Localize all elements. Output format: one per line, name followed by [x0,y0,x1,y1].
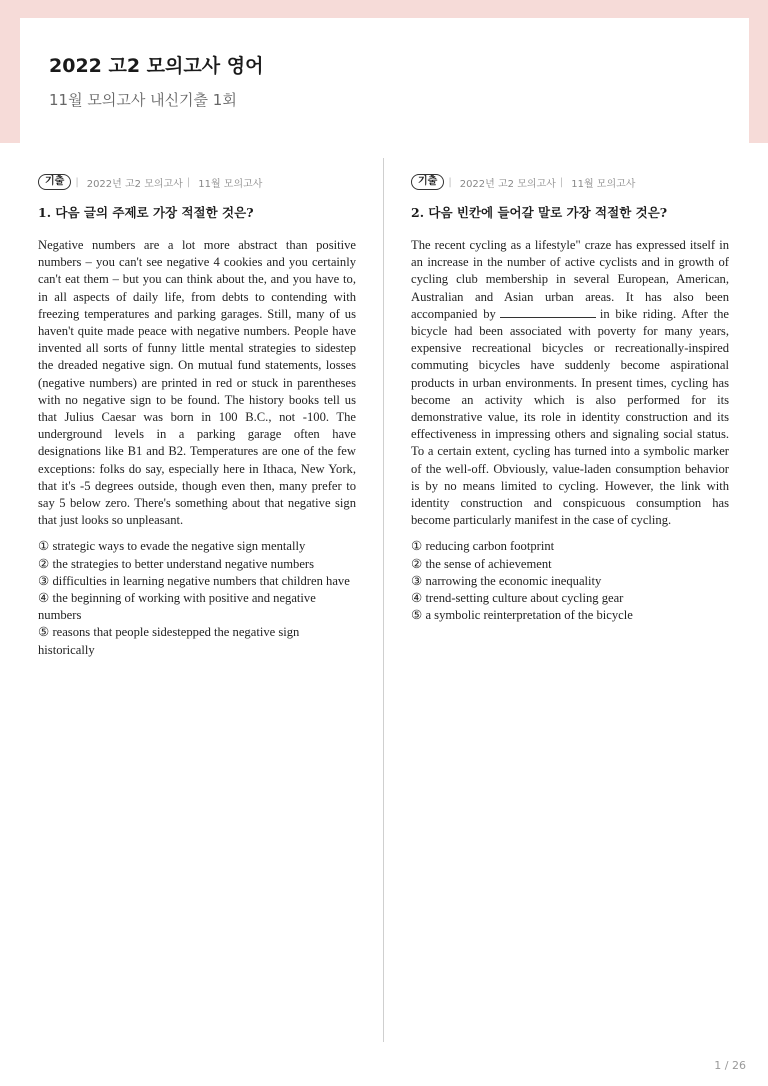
answer-option[interactable]: ① strategic ways to evade the negative sign mentally [38,539,306,554]
page-number: 1 / 26 [714,1059,746,1072]
document-subtitle: 11월 모의고사 내신기출 1회 [49,91,237,109]
answer-options [411,538,729,624]
answer-option[interactable]: ② the sense of achievement [411,556,552,571]
column-divider [383,158,384,1042]
question-tagline [411,173,729,191]
meta-separator: | [186,176,191,188]
meta-month: 11월 모의고사 [198,178,263,190]
header-card [20,18,749,143]
source-tag: 기출 [38,174,71,190]
answer-blank [500,306,596,318]
answer-option[interactable]: ④ trend-setting culture about cycling gear [411,591,624,606]
meta-separator: | [448,176,452,188]
answer-option[interactable]: ④ the beginning of working with positive and negative numbers [38,591,316,623]
question-title: 2. 다음 빈칸에 들어갈 말로 가장 적절한 것은? [411,205,668,220]
answer-option[interactable]: ② the strategies to better understand negative numbers [38,556,315,571]
document-title: 2022 고2 모의고사 영어 [49,55,264,77]
answer-option[interactable]: ⑤ reasons that people sidestepped the negative sign historically [38,625,300,657]
passage-after-blank: in bike riding. After the bicycle had been associated with poverty for many years, expensive recreational bicycles or recreationally-inspired commuting bicycles have suddenly become aspirational products in urban environments. In present times, cycling has become an activity which is also performed for its demonstrative value, its role in identity construction and its effectiveness in impressing others and signaling social status. To a certain extent, cycling has turned into a symbolic marker of the well-off. Obviously, value-laden consumption behavior is by no means limited to cycling. However, the link with identity construction and conspicuous consumption has become particularly manifest in the case of cycling. [411,306,729,528]
passage-before-blank: The recent cycling as a lifestyle" craze has expressed itself in an increase in the number of active cyclists and in growth of cycling club membership in several European, American, Australian and Asian urban areas. It has also been accompanied by [411,238,729,321]
meta-year: 2022년 고2 모의고사 [86,178,183,190]
source-tag: 기출 [411,174,444,190]
question-title: 1. 다음 글의 주제로 가장 적절한 것은? [38,205,254,220]
meta-month: 11월 모의고사 [571,178,636,190]
answer-option[interactable]: ③ narrowing the economic inequality [411,573,602,588]
answer-option[interactable]: ③ difficulties in learning negative numbers that children have [38,573,350,588]
question-passage [411,237,729,529]
meta-separator: | [75,176,79,188]
meta-separator: | [559,176,564,188]
question-1 [38,173,356,659]
question-tagline [38,173,356,191]
question-passage: Negative numbers are a lot more abstract than positive numbers – you can't see negative 4 cookies and you certainly can't eat them – but you can think about the, and you have to, in all aspects of daily life, from debts to contending with freezing temperatures and parking garages. Still, many of us haven't quite made peace with negative numbers. People have invented all sorts of funny little mental strategies to sidestep the dreaded negative sign. On mutual fund statements, losses (negative numbers) are printed in red or stuck in parentheses with no negative sign to be found. The history books tell us that Julius Caesar was born in 100 B.C., not -100. The underground levels in a parking garage often have designations like B1 and B2. Temperatures are one of the few exceptions: folks do say, especially here in Ithaca, New York, that it's -5 degrees outside, though even then, many prefer to say 5 below zero. There's something about that negative sign that just looks so unpleasant. [38,238,356,528]
question-2 [411,173,729,624]
answer-option[interactable]: ⑤ a symbolic reinterpretation of the bicycle [411,608,633,623]
answer-options [38,538,356,658]
meta-year: 2022년 고2 모의고사 [459,178,556,190]
answer-option[interactable]: ① reducing carbon footprint [411,539,555,554]
